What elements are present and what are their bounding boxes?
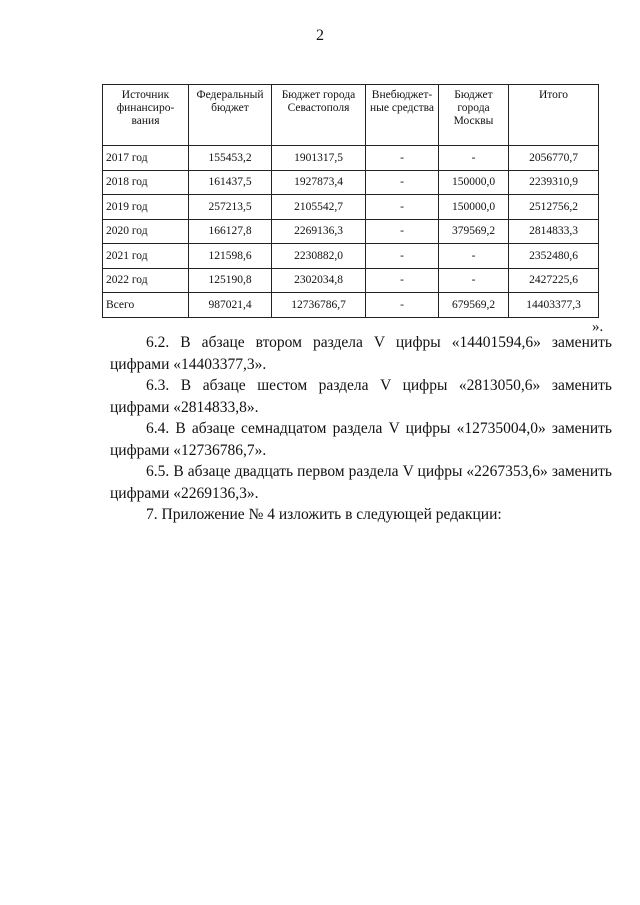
table-cell: 257213,5 [189, 195, 272, 220]
table-cell: - [439, 146, 509, 171]
table-row [103, 170, 599, 195]
table-cell: 1901317,5 [272, 146, 366, 171]
table-cell: 2105542,7 [272, 195, 366, 220]
table-cell: - [439, 268, 509, 293]
paragraph-6-4: 6.4. В абзаце семнадцатом раздела V цифры «12735004,0» заменить цифрами «12736786,7». [110, 420, 612, 459]
table-cell: - [366, 195, 439, 220]
table-cell: 150000,0 [439, 195, 509, 220]
table-cell: 2512756,2 [509, 195, 599, 220]
header-total: Итого [509, 85, 599, 146]
table-row [103, 146, 599, 171]
table-cell: 125190,8 [189, 268, 272, 293]
table-cell: 12736786,7 [272, 293, 366, 318]
header-sevastopol: Бюджет города Севастополя [272, 85, 366, 146]
paragraph-6-5: 6.5. В абзаце двадцать первом раздела V цифры «2267353,6» заменить цифрами «2269136,3». [110, 463, 612, 502]
table-cell: 2230882,0 [272, 244, 366, 269]
table-cell: - [366, 293, 439, 318]
table-row [103, 219, 599, 244]
table-cell: 379569,2 [439, 219, 509, 244]
table-cell: 121598,6 [189, 244, 272, 269]
table-cell: 2352480,6 [509, 244, 599, 269]
page-number: 2 [316, 27, 324, 44]
table-cell: Всего [103, 293, 189, 318]
table-cell: 2019 год [103, 195, 189, 220]
table-cell: 2020 год [103, 219, 189, 244]
paragraph-6-2: 6.2. В абзаце втором раздела V цифры «14401594,6» заменить цифрами «14403377,3». [110, 334, 612, 373]
table-cell: 1927873,4 [272, 170, 366, 195]
table-cell: 14403377,3 [509, 293, 599, 318]
paragraph-6-3: 6.3. В абзаце шестом раздела V цифры «2813050,6» заменить цифрами «2814833,8». [110, 377, 612, 416]
table-cell: - [366, 170, 439, 195]
table-cell: 987021,4 [189, 293, 272, 318]
financing-table [102, 84, 599, 318]
table-row [103, 244, 599, 269]
table-cell: - [439, 244, 509, 269]
table-cell: 150000,0 [439, 170, 509, 195]
table-cell: 2017 год [103, 146, 189, 171]
header-moscow: Бюджет города Москвы [439, 85, 509, 146]
table-cell: 166127,8 [189, 219, 272, 244]
table-cell: 2239310,9 [509, 170, 599, 195]
table-cell: - [366, 146, 439, 171]
table-cell: 161437,5 [189, 170, 272, 195]
header-source: Источник финансиро-вания [103, 85, 189, 146]
table-header-row [103, 85, 599, 146]
table-cell: 679569,2 [439, 293, 509, 318]
table-cell: 2021 год [103, 244, 189, 269]
table-cell: 2269136,3 [272, 219, 366, 244]
table-cell: 2814833,3 [509, 219, 599, 244]
table-row-total [103, 293, 599, 318]
table-cell: 2018 год [103, 170, 189, 195]
closing-quote: ». [592, 319, 604, 335]
header-federal: Федеральный бюджет [189, 85, 272, 146]
table-row [103, 268, 599, 293]
table-cell: - [366, 219, 439, 244]
table-cell: 2022 год [103, 268, 189, 293]
table-row [103, 195, 599, 220]
header-extrabudget: Внебюджет-ные средства [366, 85, 439, 146]
table-cell: 2056770,7 [509, 146, 599, 171]
table-cell: 2427225,6 [509, 268, 599, 293]
body-text [110, 332, 612, 526]
paragraph-7: 7. Приложение № 4 изложить в следующей редакции: [146, 506, 502, 523]
table-cell: - [366, 268, 439, 293]
table-cell: 155453,2 [189, 146, 272, 171]
table-cell: 2302034,8 [272, 268, 366, 293]
table-cell: - [366, 244, 439, 269]
